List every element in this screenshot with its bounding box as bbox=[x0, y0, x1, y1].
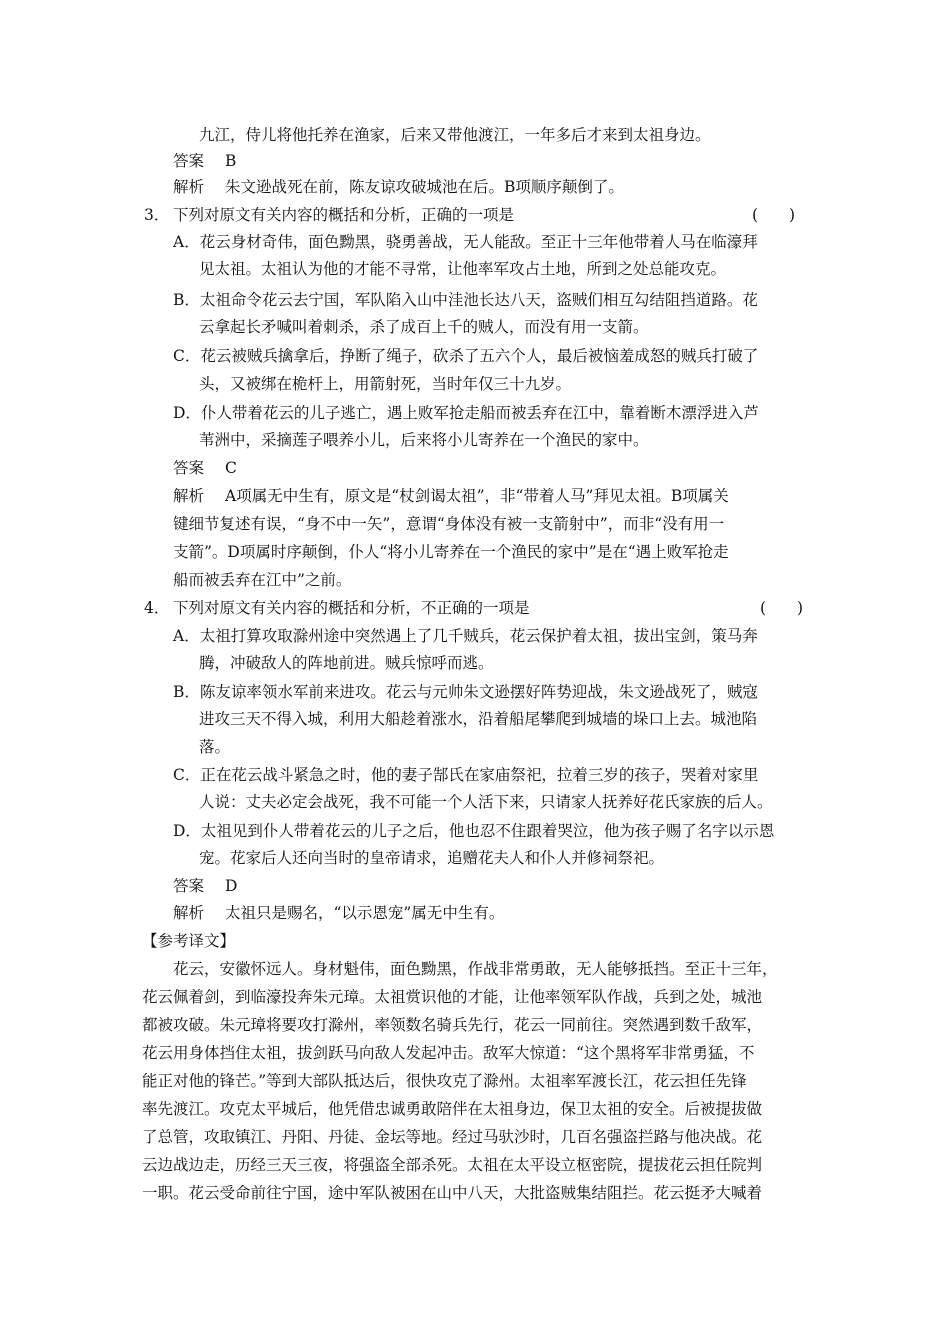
q4-analysis bbox=[173, 900, 504, 926]
answer-label: 答案 bbox=[173, 459, 205, 477]
q4-option-b-line1: B．陈友谅率领水军前来进攻。花云与元帅朱文逊摆好阵势迎战，朱文逊战死了，贼寇 bbox=[173, 683, 758, 701]
q4-option-a-line2: 腾，冲破敌人的阵地前进。贼兵惊呼而逃。 bbox=[199, 654, 494, 672]
translation-line: 了总管，攻取镇江、丹阳、丹徒、金坛等地。经过马驮沙时，几百名强盗拦路与他决战。花 bbox=[142, 1128, 763, 1146]
q3-option-d-line2: 苇洲中，采摘莲子喂养小儿，后来将小儿寄养在一个渔民的家中。 bbox=[199, 431, 649, 449]
q3-number: 3． bbox=[144, 206, 170, 224]
q3-option-c-line2: 头，又被绑在桅杆上，用箭射死，当时年仅三十九岁。 bbox=[199, 375, 572, 393]
translation-line: 率先渡江。攻克太平城后，他凭借忠诚勇敢陪伴在太祖身边，保卫太祖的安全。后被提拔做 bbox=[142, 1100, 763, 1118]
q4-answer-blank: ( ) bbox=[760, 599, 804, 617]
translation-line: 云边战边走，历经三天三夜，将强盗全部杀死。太祖在太平设立枢密院，提拔花云担任院判 bbox=[142, 1156, 763, 1174]
translation-line: 一职。花云受命前往宁国，途中军队被困在山中八天，大批盗贼集结阻拦。花云挺矛大喊着 bbox=[142, 1184, 763, 1202]
translation-line: 花云，安徽怀远人。身材魁伟，面色黝黑，作战非常勇敢，无人能够抵挡。至正十三年， bbox=[173, 960, 778, 978]
q3-option-c-line1: C．花云被贼兵擒拿后，挣断了绳子，砍杀了五六个人，最后被恼羞成怒的贼兵打破了 bbox=[173, 347, 759, 365]
q3-option-b-line1: B．太祖命令花云去宁国，军队陷入山中洼池长达八天，盗贼们相互勾结阻挡道路。花 bbox=[173, 291, 758, 309]
q4-option-a-line1: A．太祖打算攻取滁州途中突然遇上了几千贼兵，花云保护着太祖，拔出宝剑，策马奔 bbox=[173, 627, 758, 645]
q3-answer bbox=[173, 455, 237, 481]
q3-analysis-line2: 键细节复述有误，“身不中一矢”，意谓“身体没有被一支箭射中”，而非“没有用一 bbox=[173, 515, 725, 533]
q3-stem: 下列对原文有关内容的概括和分析，正确的一项是 bbox=[173, 206, 515, 224]
analysis-label: 解析 bbox=[173, 487, 205, 505]
q3-option-d-line1: D．仆人带着花云的儿子逃亡，遇上败军抢走船而被丢弃在江中，靠着断木漂浮进入芦 bbox=[173, 404, 759, 422]
analysis-label: 解析 bbox=[173, 904, 205, 922]
answer-label: 答案 bbox=[173, 877, 205, 895]
analysis-label: 解析 bbox=[173, 178, 205, 196]
q3-option-a-line1: A．花云身材奇伟，面色黝黑，骁勇善战，无人能敌。至正十三年他带着人马在临濠拜 bbox=[173, 233, 758, 251]
q4-option-c-line1: C．正在花云战斗紧急之时，他的妻子郜氏在家庙祭祀，拉着三岁的孩子，哭着对家里 bbox=[173, 766, 759, 784]
q3-analysis-line1 bbox=[173, 483, 729, 509]
analysis-text: 朱文逊战死在前，陈友谅攻破城池在后。B项顺序颠倒了。 bbox=[225, 178, 624, 196]
q3-analysis-line4: 船而被丢弃在江中”之前。 bbox=[173, 571, 352, 589]
translation-line: 都被攻破。朱元璋将要攻打滁州，率领数名骑兵先行，花云一同前往。突然遇到数千敌军， bbox=[142, 1016, 763, 1034]
q4-option-d-line2: 宠。花家后人还向当时的皇帝请求，追赠花夫人和仆人并修祠祭祀。 bbox=[199, 849, 665, 867]
analysis-text: 太祖只是赐名，“以示恩宠”属无中生有。 bbox=[225, 904, 505, 922]
q2-answer bbox=[173, 148, 236, 174]
q3-answer-blank: ( ) bbox=[752, 206, 796, 224]
q4-option-b-line2: 进攻三天不得入城，利用大船趁着涨水，沿着船尾攀爬到城墙的垛口上去。城池陷 bbox=[199, 710, 758, 728]
answer-value: C bbox=[225, 459, 237, 477]
q3-option-b-line2: 云拿起长矛喊叫着刺杀，杀了成百上千的贼人，而没有用一支箭。 bbox=[199, 318, 649, 336]
answer-label: 答案 bbox=[173, 152, 205, 170]
translation-line: 花云用身体挡住太祖，拔剑跃马向敌人发起冲击。敌军大惊道：“这个黑将军非常勇猛，不 bbox=[142, 1044, 755, 1062]
translation-heading: 【参考译文】 bbox=[142, 932, 236, 950]
q3-analysis-line3: 支箭”。D项属时序颠倒，仆人“将小儿寄养在一个渔民的家中”是在“遇上败军抢走 bbox=[173, 543, 729, 561]
q4-option-c-line2: 人说：丈夫必定会战死，我不可能一个人活下来，只请家人抚养好花氏家族的后人。 bbox=[199, 793, 773, 811]
analysis-text: A项属无中生有，原文是“杖剑谒太祖”，非“带着人马”拜见太祖。B项属关 bbox=[225, 487, 729, 505]
q2-analysis bbox=[173, 174, 624, 200]
q3-option-a-line2: 见太祖。太祖认为他的才能不寻常，让他率军攻占土地，所到之处总能攻克。 bbox=[199, 260, 727, 278]
q4-answer bbox=[173, 873, 237, 899]
answer-value: D bbox=[225, 877, 238, 895]
translation-line: 能正对他的锋芒。”等到大部队抵达后，很快攻克了滁州。太祖率军渡长江，花云担任先锋 bbox=[142, 1072, 747, 1090]
q4-option-d-line1: D．太祖见到仆人带着花云的儿子之后，他也忍不住跟着哭泣，他为孩子赐了名字以示恩 bbox=[173, 822, 775, 840]
q2-option-continuation: 九江，侍儿将他托养在渔家，后来又带他渡江，一年多后才来到太祖身边。 bbox=[199, 126, 711, 144]
translation-line: 花云佩着剑，到临濠投奔朱元璋。太祖赏识他的才能，让他率领军队作战，兵到之处，城池 bbox=[142, 988, 763, 1006]
q4-option-b-line3: 落。 bbox=[199, 738, 231, 756]
q4-number: 4． bbox=[144, 599, 170, 617]
answer-value: B bbox=[225, 152, 237, 170]
q4-stem: 下列对原文有关内容的概括和分析，不正确的一项是 bbox=[173, 599, 530, 617]
